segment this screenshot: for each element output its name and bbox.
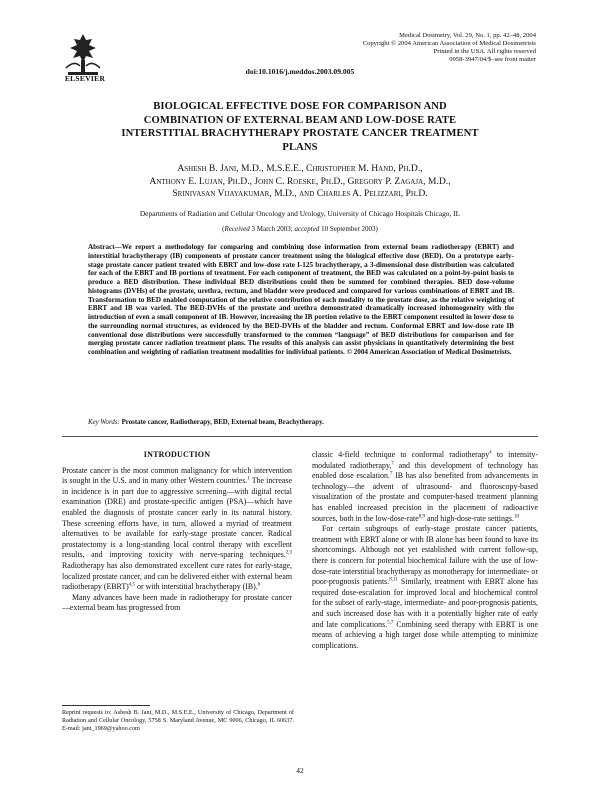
received-open: ( xyxy=(222,225,225,233)
paragraph: Many advances have been made in radiotherapy for prostate cancer—external beam has progressed from xyxy=(62,592,292,613)
title-line: COMBINATION OF EXTERNAL BEAM AND LOW-DOSE RATE xyxy=(143,114,457,126)
journal-meta-line: 0958-3947/04/$–see front matter xyxy=(449,56,536,63)
paragraph-text: Similarly, treatment with EBRT alone has required dose-escalation for improved local and biochemical control for the subset of early-stage, intermediate- and poor-prognosis patients, and such increased dose has with it a potentially higher rate of early and late complications. xyxy=(312,577,538,629)
doi[interactable]: doi:10.1016/j.meddos.2003.09.005 xyxy=(245,67,355,76)
publisher-wordmark: ELSEVIER xyxy=(64,74,106,83)
citation-ref[interactable]: 10 xyxy=(513,513,519,519)
received-dates xyxy=(0,225,600,233)
paragraph-text: and this development of technology has enabled dose escalation. xyxy=(312,460,538,481)
title-line: BIOLOGICAL EFFECTIVE DOSE FOR COMPARISON AND xyxy=(153,101,447,112)
citation-ref[interactable]: 4 xyxy=(489,450,492,456)
received-label: Received xyxy=(224,225,250,233)
affiliation: Departments of Radiation and Cellular Oncology and Urology, University of Chicago Hospitals Chicago, IL xyxy=(139,209,461,218)
citation-ref[interactable]: 1 xyxy=(247,476,250,482)
author-line: Anthony E. Lujan, Ph.D., John C. Roeske, Ph.D., Gregory P. Zagaja, M.D., xyxy=(149,175,451,187)
author-list xyxy=(70,163,530,201)
keywords-text: Prostate cancer, Radiotherapy, BED, External beam, Brachytherapy. xyxy=(119,419,324,426)
author-line: Ashesh B. Jani, M.D., M.S.E.E., Christopher M. Hand, Ph.D., xyxy=(177,163,423,174)
paragraph-text: The increase in incidence is in part due to aggressive screening—with digital rectal examination (DRE) and prostate-specific antigen (PSA)—which have enabled the diagnosis of prostate cancer early in its natural history. These screening efforts have, in turn, allowed a myriad of treatment alternatives to be available for early-stage prostate cancer. Radical prostatectomy is a long-standing local control therapy with excellent results, and improving toxicity with nerve-sparing techniques. xyxy=(62,476,292,560)
reprint-footnote: Reprint requests to: Ashesh B. Jani, M.D., M.S.E.E., University of Chicago, Department of Radiation and Cellular Oncology, 5758 S. Maryland Avenue, MC 9006, Chicago, IL 60637. E-mail: jani_1969@yahoo.com xyxy=(62,709,294,732)
footnote-divider xyxy=(62,705,150,706)
paragraph-text: and high-dose-rate settings. xyxy=(424,513,514,523)
journal-meta-line: Printed in the USA. All rights reserved xyxy=(433,48,536,55)
paragraph-text: classic 4-field technique to conformal radiotherapy xyxy=(312,450,490,459)
page-number: 42 xyxy=(296,766,304,775)
paragraph xyxy=(62,466,292,593)
paragraph-text: to intensity-modulated radiotherapy, xyxy=(312,450,538,470)
citation-ref[interactable]: 6 xyxy=(257,582,261,588)
paragraph-text: For certain subgroups of early-stage prostate cancer patients, treatment with EBRT alone or with IB alone has been found to have its shortcomings. Although not yet established with current follow-up, there is concern for potential biochemical failure with the use of low-dose-rate interstitial brachytherapy as monotherapy for intermediate- or poor-prognosis patients. xyxy=(312,524,538,587)
left-column xyxy=(62,450,292,614)
section-divider xyxy=(62,436,538,437)
section-heading: INTRODUCTION xyxy=(143,450,211,459)
author-line: Srinivasan Vijayakumar, M.D., and Charles A. Pelizzari, Ph.D. xyxy=(172,188,428,200)
journal-meta-line: Medical Dosimetry, Vol. 29, No. 1, pp. 42–48, 2004 xyxy=(399,32,536,39)
citation-ref[interactable]: 2,3 xyxy=(285,550,292,556)
citation-ref[interactable]: 7 xyxy=(391,460,394,466)
accepted-date: 10 September 2003) xyxy=(319,225,378,233)
article-title xyxy=(90,100,510,154)
citation-ref[interactable]: 5,7 xyxy=(387,619,394,625)
keywords-label: Key Words: xyxy=(88,419,120,426)
received-date: 3 March 2003; xyxy=(249,225,295,233)
citation-ref[interactable]: 4,5 xyxy=(128,582,136,588)
paragraph xyxy=(312,450,538,524)
journal-citation xyxy=(276,32,536,64)
title-line: INTERSTITIAL BRACHYTHERAPY PROSTATE CANCER TREATMENT xyxy=(121,128,479,140)
journal-meta-line: Copyright © 2004 American Association of Medical Dosimetrists xyxy=(362,40,536,47)
paragraph-text: Radiotherapy has also demonstrated excellent cure rates for early-stage, localized prostate cancer, and can be delivered either with external beam radiotherapy (EBRT) xyxy=(62,560,292,592)
title-line: PLANS xyxy=(282,141,318,153)
paragraph xyxy=(312,524,538,651)
paragraph-text: Combining seed therapy with EBRT is one means of achieving a high target dose while attempting to minimize complications. xyxy=(312,619,539,650)
paragraph-text: or with interstitial brachytherapy (IB). xyxy=(135,582,258,592)
abstract: Abstract—We report a methodology for comparing and combining dose information from external beam radiotherapy (EBRT) and interstitial brachytherapy (IB) components of prostate cancer treatment using the biological effective dose (BED). On a prototype early-stage prostate cancer patient treated with EBRT and low-dose rate I-125 brachytherapy, a 3-dimensional dose distribution was calculated for each of the EBRT and IB portions of treatment. For each component of treatment, the BED was calculated on a point-by-point basis to produce a BED distribution. These individual BED distributions could then be summed for combined therapies. BED dose-volume histograms (DVHs) of the prostate, urethra, rectum, and bladder were produced and compared for various combinations of EBRT and IB. Transformation to BED enabled computation of the relative contribution of each modality to the prostate dose, as the relative weighting of EBRT and IB was varied. The BED-DVHs of the prostate and urethra demonstrated dramatically increased inhomogeneity with the introduction of even a small component of IB. However, increasing the IB portion relative to the EBRT component resulted in lower dose to the surrounding normal structures, as evidenced by the BED-DVHs of the bladder and rectum. Conformal EBRT and low-dose rate IB conventional dose distributions were successfully transformed to the common “language” of BED distributions for comparison and for merging prostate cancer radiation treatment plans. The results of this analysis can assist physicians in quantitatively determining the best combination and weighting of radiation treatment modalities for individual patients. © 2004 American Association of Medical Dosimetrists. xyxy=(88,243,514,356)
keywords xyxy=(88,419,514,426)
paragraph-text: Prostate cancer is the most common malignancy for which intervention is sought in the U.S. and in many other Western countries. xyxy=(62,465,292,486)
citation-ref[interactable]: 8,9 xyxy=(418,513,425,519)
citation-ref[interactable]: 7 xyxy=(389,471,393,477)
paragraph-text: IB has also benefited from advancements in technology—the advent of ultrasound- and fluoroscopy-based visualization of the prostate and computer-based treatment planning has enabled increased precision in the placement of radioactive sources, both in the low-dose-rate xyxy=(312,471,539,523)
citation-ref[interactable]: 8,11 xyxy=(389,577,398,583)
right-column xyxy=(312,450,538,651)
accepted-label: accepted xyxy=(294,225,320,233)
